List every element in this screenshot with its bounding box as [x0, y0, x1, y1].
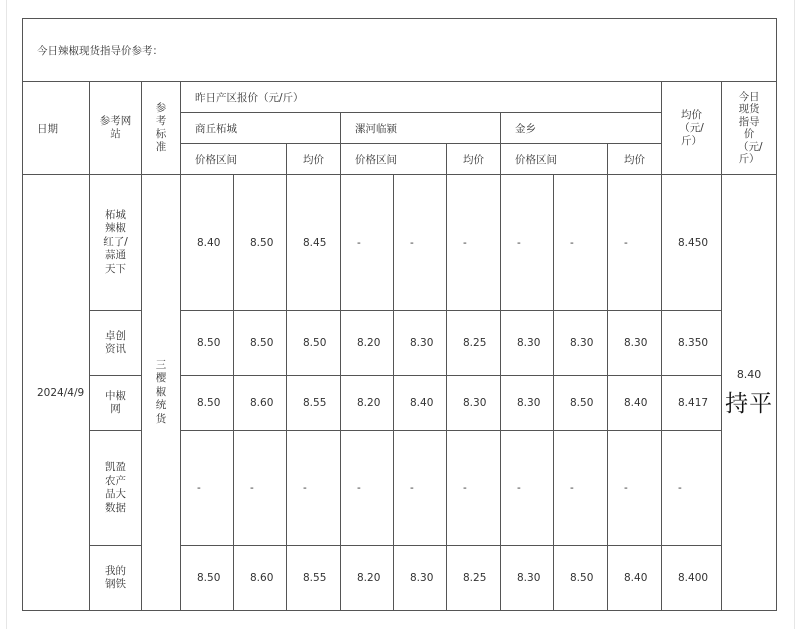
price-range-cell: 8.30 — [501, 546, 554, 611]
region-avg-cell: - — [287, 431, 341, 546]
region-avg-cell: - — [447, 431, 501, 546]
price-range-cell: - — [341, 431, 394, 546]
region-avg-cell: - — [447, 175, 501, 311]
region-avg-cell: 8.50 — [287, 311, 341, 376]
standard-cell: 三樱椒统货 — [142, 175, 181, 611]
price-range-cell: - — [234, 431, 287, 546]
header-price-range: 价格区间 — [501, 144, 608, 175]
header-avg: 均价 — [447, 144, 501, 175]
price-range-cell: 8.50 — [181, 546, 234, 611]
price-range-cell: - — [181, 431, 234, 546]
header-date: 日期 — [23, 82, 90, 175]
region-jinxiang: 金乡 — [501, 113, 662, 144]
average-price-cell: 8.417 — [662, 376, 722, 431]
price-range-cell: 8.50 — [554, 376, 608, 431]
date-cell: 2024/4/9 — [23, 175, 90, 611]
today-price-value: 8.40 — [736, 367, 762, 381]
price-reference-table — [22, 18, 777, 611]
header-yesterday-quote: 昨日产区报价（元/斤） — [181, 82, 662, 113]
header-average-price: 均价（元/斤） — [662, 82, 722, 175]
region-avg-cell: 8.40 — [608, 376, 662, 431]
price-range-cell: - — [554, 431, 608, 546]
region-avg-cell: 8.25 — [447, 311, 501, 376]
site-cell: 中椒网 — [90, 376, 142, 431]
table-row — [23, 376, 777, 431]
table-row — [23, 175, 777, 311]
header-price-range: 价格区间 — [181, 144, 287, 175]
header-site: 参考网站 — [90, 82, 142, 175]
header-price-range: 价格区间 — [341, 144, 447, 175]
site-cell: 凯盈农产品大数据 — [90, 431, 142, 546]
region-avg-cell: 8.25 — [447, 546, 501, 611]
price-range-cell: 8.50 — [181, 376, 234, 431]
region-luohe-linying: 漯河临颍 — [341, 113, 501, 144]
price-range-cell: 8.20 — [341, 546, 394, 611]
site-cell: 卓创资讯 — [90, 311, 142, 376]
region-avg-cell: 8.55 — [287, 546, 341, 611]
average-price-cell: - — [662, 431, 722, 546]
price-range-cell: 8.30 — [394, 311, 447, 376]
price-range-cell: 8.50 — [554, 546, 608, 611]
region-avg-cell: - — [608, 175, 662, 311]
region-avg-cell: 8.40 — [608, 546, 662, 611]
price-range-cell: - — [501, 431, 554, 546]
price-range-cell: 8.60 — [234, 376, 287, 431]
average-price-cell: 8.450 — [662, 175, 722, 311]
region-avg-cell: 8.30 — [608, 311, 662, 376]
page-edge-left — [6, 0, 7, 629]
average-price-cell: 8.350 — [662, 311, 722, 376]
region-avg-cell: - — [608, 431, 662, 546]
price-range-cell: - — [394, 175, 447, 311]
region-avg-cell: 8.45 — [287, 175, 341, 311]
header-avg: 均价 — [287, 144, 341, 175]
table-title: 今日辣椒现货指导价参考： — [23, 19, 777, 82]
price-range-cell: 8.20 — [341, 311, 394, 376]
header-avg: 均价 — [608, 144, 662, 175]
header-standard: 参考标准 — [142, 82, 181, 175]
price-range-cell: - — [394, 431, 447, 546]
region-avg-cell: 8.30 — [447, 376, 501, 431]
price-range-cell: 8.30 — [554, 311, 608, 376]
site-cell: 我的钢铁 — [90, 546, 142, 611]
region-avg-cell: 8.55 — [287, 376, 341, 431]
trend-label: 持平 — [725, 390, 774, 417]
price-range-cell: - — [554, 175, 608, 311]
table-row — [23, 546, 777, 611]
table-row — [23, 311, 777, 376]
price-range-cell: 8.30 — [501, 376, 554, 431]
price-range-cell: 8.30 — [394, 546, 447, 611]
price-range-cell: 8.20 — [341, 376, 394, 431]
table-row — [23, 431, 777, 546]
header-today-guide-price: 今日现货指导价（元/斤） — [722, 82, 777, 175]
average-price-cell: 8.400 — [662, 546, 722, 611]
price-range-cell: 8.60 — [234, 546, 287, 611]
price-range-cell: 8.50 — [181, 311, 234, 376]
today-price-cell — [722, 175, 777, 611]
price-range-cell: 8.40 — [181, 175, 234, 311]
price-range-cell: - — [501, 175, 554, 311]
price-range-cell: - — [341, 175, 394, 311]
price-range-cell: 8.40 — [394, 376, 447, 431]
page-edge-right — [794, 0, 795, 629]
price-range-cell: 8.50 — [234, 311, 287, 376]
site-cell: 柘城辣椒红了/蒜通天下 — [90, 175, 142, 311]
price-range-cell: 8.30 — [501, 311, 554, 376]
region-shangqiu-zhecheng: 商丘柘城 — [181, 113, 341, 144]
price-range-cell: 8.50 — [234, 175, 287, 311]
